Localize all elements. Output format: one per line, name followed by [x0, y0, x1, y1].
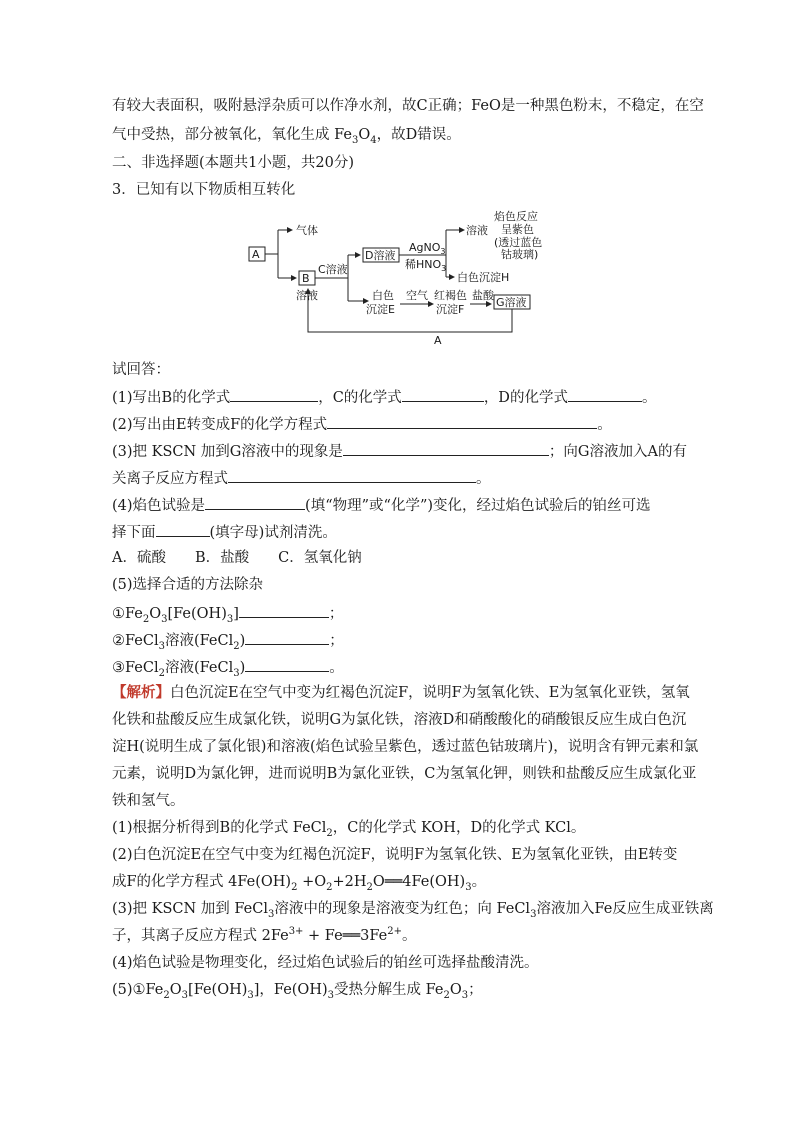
- analysis-tag: 【解析】: [112, 684, 170, 701]
- blank-D-formula[interactable]: [568, 386, 642, 402]
- blank-E-to-F-equation[interactable]: [327, 413, 597, 429]
- intro-line-1: 有较大表面积，吸附悬浮杂质可以作净水剂，故C正确；FeO是一种黑色粉末，不稳定，在空: [112, 98, 704, 114]
- question-5: (5)选择合适的方法除杂: [112, 577, 264, 593]
- label-gas: 气体: [296, 224, 318, 237]
- label-redbrown-1: 红褐色: [434, 289, 467, 302]
- label-A: A: [252, 248, 260, 261]
- flame-line-4: 钴玻璃): [501, 248, 539, 261]
- analysis-line-1: 【解析】白色沉淀E在空气中变为红褐色沉淀F，说明F为氢氧化铁、E为氢氧化亚铁，氢氧: [112, 684, 690, 701]
- prompt: 试回答：: [112, 362, 170, 378]
- flame-line-1: 焰色反应: [494, 210, 538, 223]
- blank-ionic-equation[interactable]: [228, 467, 476, 483]
- question-5-2: ②FeCl$_3$溶液(FeCl$_2$) ；: [112, 629, 344, 651]
- flame-line-3: (透过蓝色: [494, 236, 543, 249]
- answer-5: $(5)①Fe_2O_3[Fe(OH)_3]$，$Fe(OH)_3$受热分解生成 $Fe_2O_3$；: [112, 982, 483, 1001]
- analysis-line-2: 化铁和盐酸反应生成氯化铁，说明G为氯化铁，溶液D和硝酸酸化的硝酸银反应生成白色沉: [112, 712, 687, 728]
- analysis-line-5: 铁和氢气。: [112, 793, 185, 809]
- question-5-3: ③FeCl$_2$溶液(FeCl$_3$) 。: [112, 656, 344, 678]
- label-A-bottom: A: [434, 334, 442, 347]
- answer-3-line-1: (3)把 KSCN 加到 FeCl$_3$溶液中的现象是溶液变为红色；向 FeCl$_3$溶液加入Fe反应生成亚铁离: [112, 901, 714, 920]
- blank-method-3[interactable]: [245, 656, 329, 672]
- label-agno3: AgNO$_3$: [409, 241, 446, 256]
- answer-2-line-1: (2)白色沉淀E在空气中变为红褐色沉淀F，说明F为氢氧化铁、E为氢氧化亚铁，由E转变: [112, 847, 678, 863]
- blank-C-formula[interactable]: [402, 386, 484, 402]
- question-3-cont: 关离子反应方程式 。: [112, 467, 491, 489]
- question-4: (4)焰色试验是 (填“物理”或“化学”)变化，经过焰色试验后的铂丝可选: [112, 494, 651, 516]
- label-D-solution: D溶液: [365, 249, 396, 262]
- label-hcl: 盐酸: [472, 289, 494, 302]
- analysis-line-4: 元素，说明D为氯化钾，进而说明B为氯化亚铁，C为氢氧化钾，则铁和盐酸反应生成氯化亚: [112, 766, 697, 782]
- conversion-diagram: [246, 205, 556, 347]
- blank-B-formula[interactable]: [230, 386, 318, 402]
- analysis-line-3: 淀H(说明生成了氯化银)和溶液(焰色试验呈紫色，透过蓝色钴玻璃片)，说明含有钾元素和氯: [112, 739, 699, 755]
- label-white-2: 沉淀E: [366, 303, 395, 316]
- label-solution-2: 溶液: [466, 224, 488, 237]
- blank-KSCN-phenomenon[interactable]: [343, 440, 549, 456]
- label-G-solution: G溶液: [496, 296, 527, 309]
- label-B: B: [302, 272, 310, 285]
- label-white-1: 白色: [372, 289, 394, 302]
- answer-3-line-2: 子，其离子反应方程式 $2Fe^{3+}$ + $Fe══3Fe^{2+}$。: [112, 926, 417, 944]
- answer-4: (4)焰色试验是物理变化，经过焰色试验后的铂丝可选择盐酸清洗。: [112, 955, 539, 971]
- question-2: (2)写出由E转变成F的化学方程式 。: [112, 413, 612, 435]
- question-4-cont: 择下面 (填字母)试剂清洗。: [112, 521, 337, 543]
- question-title: 3．已知有以下物质相互转化: [112, 182, 296, 198]
- blank-change-type[interactable]: [205, 494, 305, 510]
- blank-method-2[interactable]: [245, 629, 329, 645]
- label-redbrown-2: 沉淀F: [436, 303, 465, 316]
- blank-reagent-letter[interactable]: [156, 521, 210, 537]
- question-1: (1)写出B的化学式 ，C的化学式 ，D的化学式 。: [112, 386, 656, 408]
- intro-line-2: 气中受热，部分被氧化，氧化生成 $Fe_3O_4$，故D错误。: [112, 127, 461, 146]
- blank-method-1[interactable]: [239, 602, 329, 618]
- question-5-1: $①Fe_2O_3[Fe(OH)_3]$ ；: [112, 602, 343, 624]
- section-heading: 二、非选择题(本题共1小题，共20分): [112, 155, 354, 171]
- label-solution: 溶液: [296, 289, 318, 302]
- answer-2-line-2: 成F的化学方程式 $4Fe(OH)_2$ $+O_2+2H_2O══4Fe(OH)_3$。: [112, 874, 487, 893]
- flame-line-2: 呈紫色: [501, 223, 534, 236]
- label-C-solution: C溶液: [318, 263, 348, 276]
- label-hno3: 稀$HNO_3$: [405, 258, 447, 273]
- label-air: 空气: [406, 289, 428, 302]
- label-precipitate-H: 白色沉淀H: [457, 271, 510, 284]
- question-3: (3)把 KSCN 加到G溶液中的现象是 ；向G溶液加入A的有: [112, 440, 687, 462]
- answer-1: (1)根据分析得到B的化学式 FeCl$_2$，C的化学式 KOH，D的化学式 KCl。: [112, 820, 586, 839]
- options: A．硫酸 B．盐酸 C．氢氧化钠: [112, 550, 362, 566]
